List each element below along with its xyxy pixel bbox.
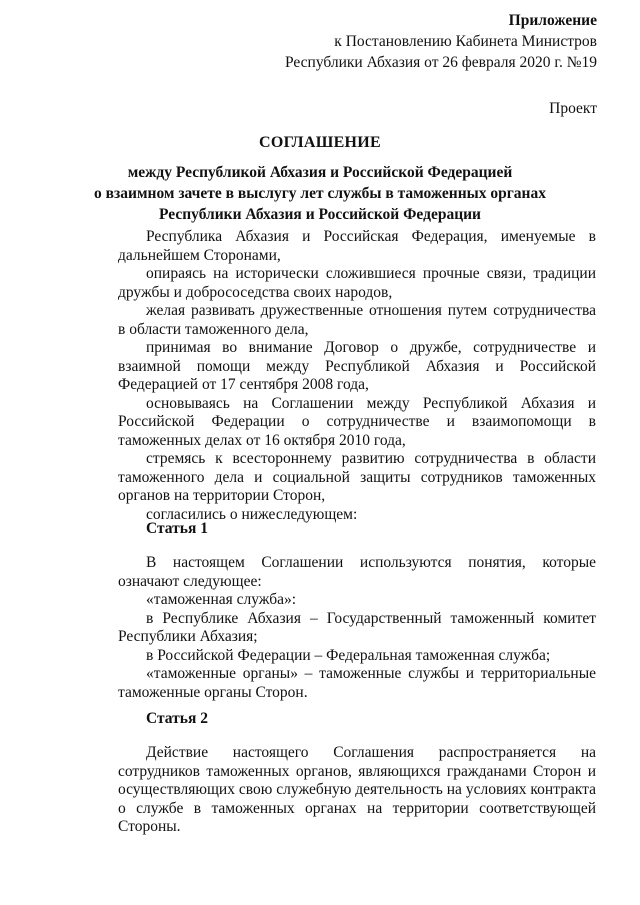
preamble-paragraph: основываясь на Соглашении между Республикой Абхазия и Российской Федерации о сотрудничестве и взаимопомощи в таможенных делах от 16 октября 2010 года, (118, 394, 596, 449)
article-1-heading: Статья 1 (146, 520, 208, 537)
preamble (118, 228, 596, 524)
document-title: СОГЛАШЕНИЕ (258, 134, 382, 151)
subtitle-line-2: о взаимном зачете в выслугу лет службы в таможенных органах (94, 185, 546, 202)
preamble-paragraph: опираясь на исторически сложившиеся прочные связи, традиции дружбы и добрососедства своих народов, (118, 265, 596, 301)
appendix-label: Приложение (508, 12, 597, 29)
draft-label: Проект (549, 100, 597, 117)
article-1-paragraph: В настоящем Соглашении используются понятия, которые означают следующее: (118, 554, 596, 590)
preamble-paragraph: стремясь к всестороннему развитию сотрудничества в области таможенного дела и социальной защиты сотрудников таможенных органов на территории Сторон, (118, 450, 596, 504)
article-2-paragraph: Действие настоящего Соглашения распространяется на сотрудников таможенных органов, являющихся гражданами Сторон и осуществляющих свою служебную деятельность на условиях контракта о службе в таможенных органах на территории соответствующей Стороны. (118, 744, 596, 835)
preamble-paragraph: желая развивать дружественные отношения путем сотрудничества в области таможенного дела, (118, 302, 596, 338)
appendix-line-1: к Постановлению Кабинета Министров (334, 33, 597, 50)
preamble-paragraph: принимая во внимание Договор о дружбе, сотрудничестве и взаимной помощи между Республикой Абхазия и Российской Федерацией от 17 сентября 2008 года, (118, 339, 596, 393)
preamble-paragraph: Республика Абхазия и Российская Федерация, именуемые в дальнейшем Сторонами, (118, 228, 596, 264)
article-1-paragraph: в Российской Федерации – Федеральная таможенная служба; (146, 646, 551, 664)
article-1-paragraph: «таможенные органы» – таможенные службы и территориальные таможенные органы Сторон. (118, 665, 596, 701)
appendix-block (285, 10, 597, 73)
article-2-heading: Статья 2 (146, 710, 208, 727)
article-1-paragraph: «таможенная служба»: (146, 591, 297, 608)
article-2-body (118, 744, 596, 837)
appendix-line-2: Республики Абхазия от 26 февраля 2020 г. №19 (284, 54, 597, 71)
article-1-body (118, 554, 596, 702)
subtitle-line-3: Республики Абхазия и Российской Федерации (159, 206, 481, 223)
preamble-paragraph: согласились о нижеследующем: (146, 505, 358, 523)
subtitle-line-1: между Республикой Абхазия и Российской Федерацией (127, 164, 513, 181)
document-subtitle (0, 162, 640, 225)
article-1-paragraph: в Республике Абхазия – Государственный таможенный комитет Республики Абхазия; (118, 609, 596, 645)
